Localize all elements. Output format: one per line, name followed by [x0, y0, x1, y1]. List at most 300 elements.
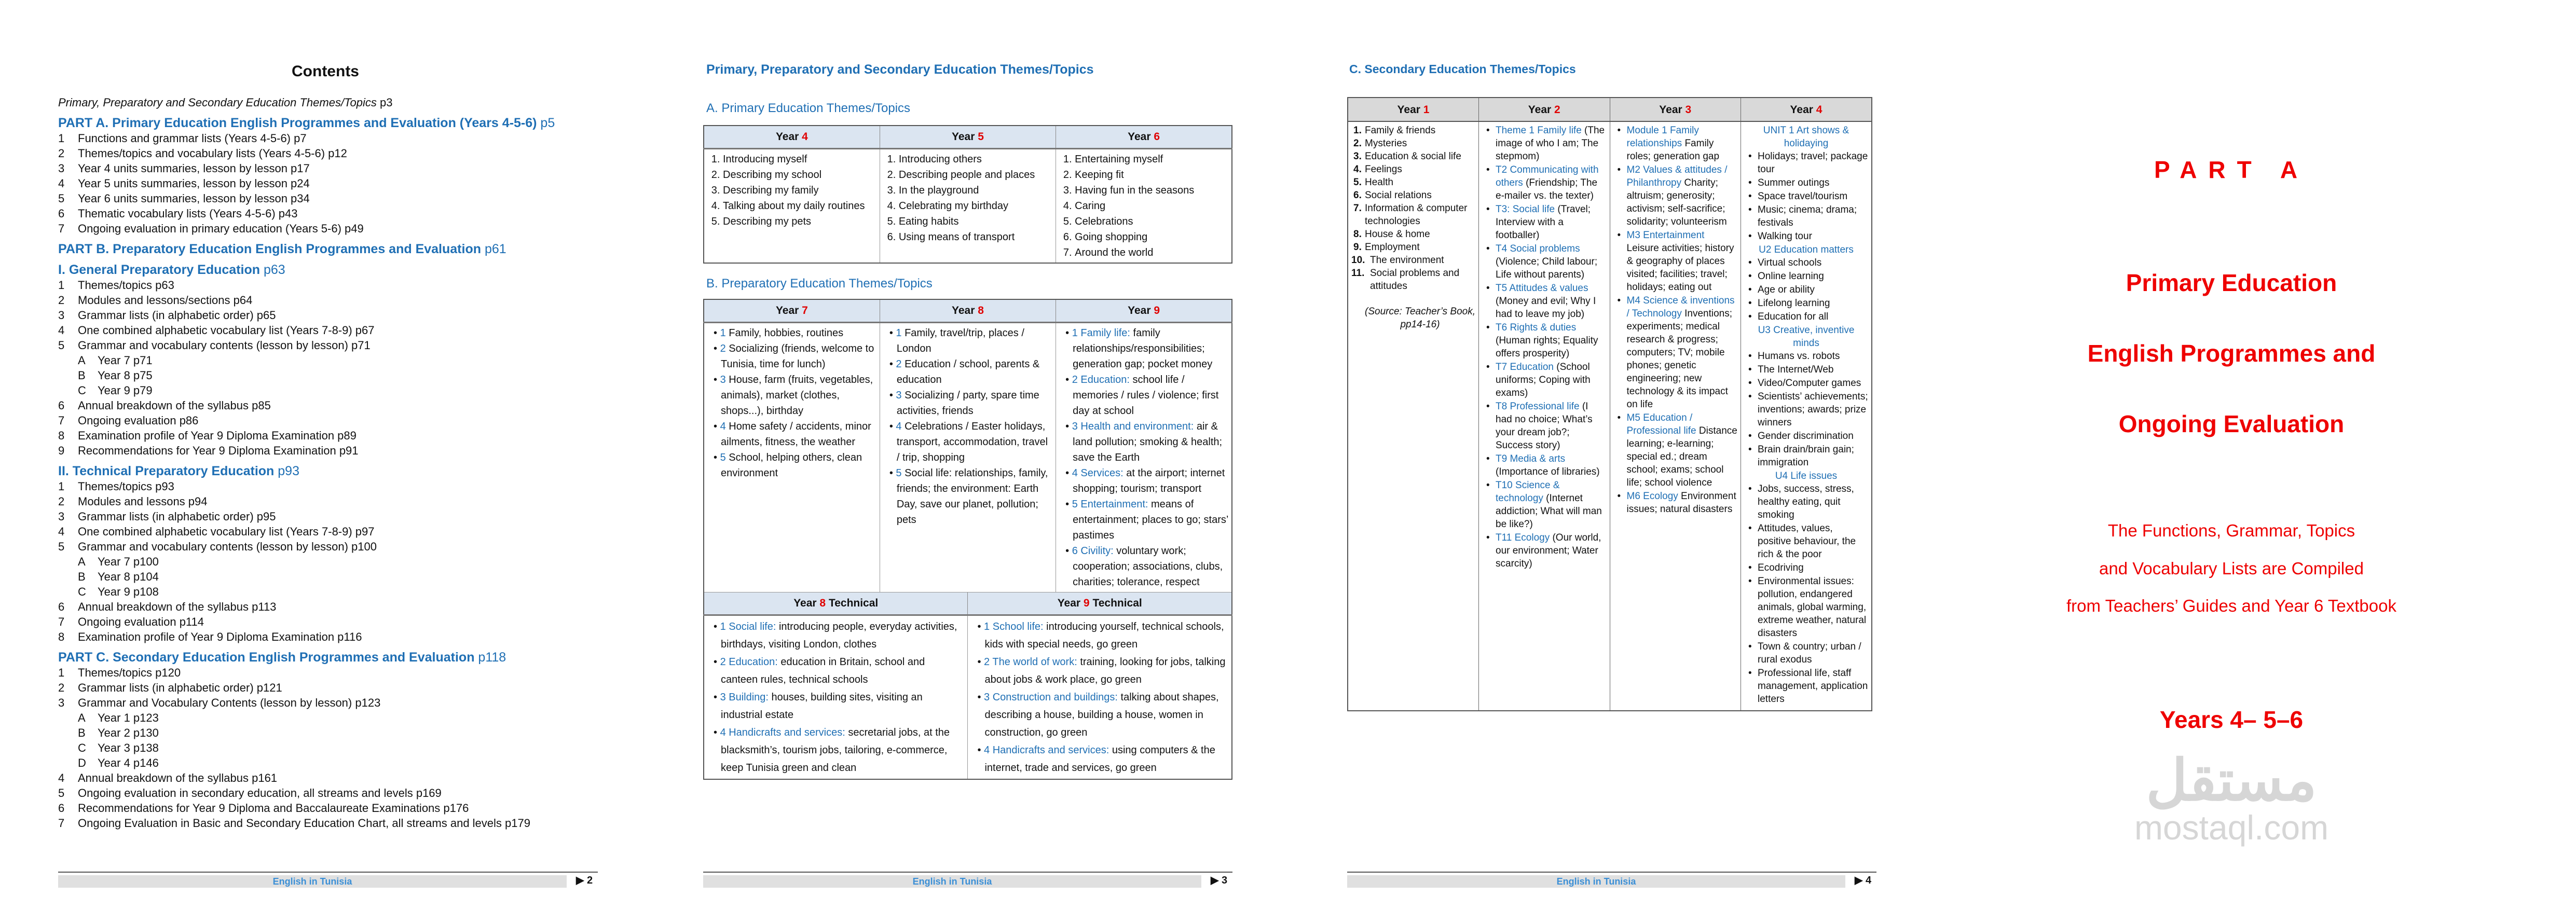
toc-item	[58, 398, 593, 413]
year3-cell	[1610, 121, 1741, 711]
item-number: 3	[58, 696, 65, 709]
topic-item: 2. Keeping fit	[1075, 167, 1228, 183]
part-page: p61	[481, 242, 506, 256]
topic-text: (School uniforms; Coping with exams)	[1496, 362, 1591, 398]
technical-year-cell	[968, 615, 1232, 780]
topic-label: 6 Civility:	[1072, 545, 1114, 557]
topic-label: M5 Education / Professional life	[1626, 412, 1696, 436]
topic-text: Social problems and attitudes	[1370, 268, 1460, 292]
toc-item	[58, 479, 593, 494]
header-row	[704, 126, 1232, 149]
toc-item	[58, 494, 593, 509]
topic-item	[1613, 411, 1738, 489]
footer-rule	[1347, 872, 1876, 873]
year-prefix: Year	[952, 305, 978, 316]
topic-item	[971, 741, 1228, 777]
topic-item	[1613, 229, 1738, 294]
item-text: Year 4 p146	[98, 756, 159, 769]
topic-label: 3 Building:	[720, 692, 769, 703]
item-text: Modules and lessons p94	[78, 495, 208, 508]
cover-title-line: Ongoing Evaluation	[2118, 410, 2345, 437]
header-row	[1348, 98, 1872, 121]
topic-item	[1482, 282, 1607, 321]
year-number: 8	[978, 305, 984, 316]
topic-label: M4 Science & inventions / Technology	[1626, 295, 1735, 319]
topic-item: • Music; cinema; drama; festivals	[1744, 203, 1868, 229]
topic-item: • Town & country; urban / rural exodus	[1744, 640, 1868, 666]
topic-item	[1351, 228, 1475, 241]
topic-item: • Humans vs. robots	[1744, 350, 1868, 363]
item-number: B	[78, 369, 86, 382]
item-number: 6	[58, 207, 65, 220]
item-text: Year 2 p130	[98, 726, 159, 739]
topic-label: 4	[720, 421, 726, 432]
topic-label: 4	[896, 421, 902, 432]
contents-title: Contents	[292, 63, 359, 80]
item-number: C	[78, 585, 86, 598]
topic-label: Module 1 Family relationships	[1626, 125, 1699, 149]
topic-item	[1351, 267, 1475, 293]
toc-item	[58, 353, 593, 368]
topic-text: Social relations	[1365, 190, 1432, 201]
topic-item: 1. Entertaining myself	[1075, 151, 1228, 167]
year4-cell	[1741, 121, 1872, 711]
topic-number: 10.	[1351, 255, 1365, 266]
toc-item	[58, 539, 593, 554]
topic-label: T9 Media & arts	[1496, 453, 1566, 464]
year-cell	[704, 149, 880, 264]
contents-list	[58, 115, 593, 831]
topic-item	[1482, 321, 1607, 360]
topic-text: using computers & the internet, trade and services, go green	[984, 744, 1215, 774]
toc-item	[58, 740, 593, 755]
item-text: Year 7 p71	[98, 354, 153, 367]
year2-cell	[1479, 121, 1610, 711]
topic-item: • Age or ability	[1744, 283, 1868, 296]
unit-heading: U4 Life issues	[1775, 471, 1838, 481]
topic-label: 3	[720, 374, 726, 385]
item-text: Year 6 units summaries, lesson by lesson p34	[78, 192, 310, 205]
item-text: Grammar and vocabulary contents (lesson by lesson) p100	[78, 540, 377, 553]
year-header	[1479, 98, 1610, 121]
topic-text: Family, travel/trip, places / London	[896, 327, 1024, 354]
topic-item: • The Internet/Web	[1744, 363, 1868, 376]
topic-text: Home safety / accidents, minor ailments, fitness, the weather	[721, 421, 871, 448]
toc-item	[58, 755, 593, 770]
topic-item	[1351, 202, 1475, 228]
toc-item	[58, 629, 593, 644]
year-number: 6	[1154, 131, 1160, 143]
topic-item	[971, 618, 1228, 653]
topic-text: voluntary work; cooperation; associations, clubs, charities; tolerance, respect	[1073, 545, 1223, 588]
year-number: 2	[1554, 103, 1560, 116]
topic-label: 2	[720, 343, 726, 354]
topic-item: • Gender discrimination	[1744, 430, 1868, 443]
topic-text: (I had no choice; What’s your dream job?; Success story)	[1496, 401, 1593, 451]
item-text: Ongoing evaluation p86	[78, 414, 199, 427]
topic-text: Family roles; generation gap	[1626, 138, 1720, 162]
topic-text: secretarial jobs, at the blacksmith’s, tourism jobs, tailoring, e-commerce, keep Tunisia green and clean	[721, 727, 950, 774]
topic-item	[1351, 150, 1475, 163]
topic-item	[883, 388, 1052, 419]
topic-item	[707, 325, 876, 341]
item-number: 5	[58, 540, 65, 553]
item-number: 4	[58, 324, 65, 337]
topic-item	[883, 465, 1052, 528]
item-text: Themes/topics p120	[78, 666, 181, 679]
topic-list	[707, 151, 876, 229]
topic-item: • Video/Computer games	[1744, 377, 1868, 390]
topic-item: • Space travel/tourism	[1744, 190, 1868, 203]
topic-text: (Violence; Child labour; Life without parents)	[1496, 256, 1598, 280]
item-number: 3	[58, 309, 65, 322]
item-text: Year 5 units summaries, lesson by lesson p24	[78, 177, 310, 190]
topic-label: 4 Services:	[1072, 467, 1123, 479]
page-number	[1211, 874, 1227, 887]
item-number: 2	[58, 495, 65, 508]
unit-heading: UNIT 1 Art shows & holidaying	[1763, 125, 1849, 149]
year-prefix: Year	[952, 131, 978, 143]
topic-item	[707, 688, 964, 724]
topic-label: 2 Education:	[1072, 374, 1130, 385]
topic-item: • Virtual schools	[1744, 256, 1868, 269]
topic-item	[1351, 241, 1475, 254]
item-text: Grammar lists (in alphabetic order) p95	[78, 510, 276, 523]
topic-text: talking about shapes, describing a house, building a house, women in construction, go green	[984, 692, 1219, 738]
topic-label: T10 Science & technology	[1496, 480, 1560, 504]
item-number: 6	[58, 802, 65, 815]
topic-text: (Money and evil; Why I had to leave my job)	[1496, 296, 1596, 320]
page-number-value: 4	[1865, 875, 1872, 886]
part-page: p93	[274, 464, 299, 478]
cover-subtitle-line: The Functions, Grammar, Topics	[2107, 521, 2355, 540]
topic-item: • Holidays; travel; package tour	[1744, 150, 1868, 176]
header-row	[704, 299, 1232, 323]
topic-item: • Jobs, success, stress, healthy eating, quit smoking	[1744, 482, 1868, 521]
topic-item	[1613, 490, 1738, 516]
year-header	[880, 299, 1056, 323]
topic-text: (The image of who I am; The stepmom)	[1496, 125, 1605, 162]
item-number: D	[78, 756, 86, 769]
year-suffix: Technical	[1089, 597, 1142, 609]
item-number: 3	[58, 162, 65, 175]
topic-label: 1 Family life:	[1072, 327, 1130, 339]
item-text: Thematic vocabulary lists (Years 4-5-6) p43	[78, 207, 298, 220]
body-row	[704, 149, 1232, 264]
year-prefix: Year	[1128, 305, 1154, 316]
item-number: 1	[58, 480, 65, 493]
topic-item: • Environmental issues: pollution, endangered animals, global warming, extreme weather, natural disasters	[1744, 575, 1868, 640]
item-text: Ongoing evaluation p114	[78, 615, 204, 628]
item-number: 2	[58, 294, 65, 307]
year-prefix: Year	[1128, 131, 1154, 143]
topic-label: 2	[896, 359, 902, 370]
item-number: 3	[58, 510, 65, 523]
year-header	[704, 126, 880, 149]
toc-item	[58, 206, 593, 221]
topic-label: 1 School life:	[984, 621, 1044, 632]
item-text: Annual breakdown of the syllabus p85	[78, 399, 271, 412]
topic-item	[707, 372, 876, 419]
topic-label: 2 The world of work:	[984, 656, 1077, 668]
primary-themes-table	[703, 125, 1232, 264]
topic-label: T4 Social problems	[1496, 243, 1580, 254]
topic-item	[971, 688, 1228, 741]
footer-rule	[703, 872, 1232, 873]
toc-item	[58, 176, 593, 191]
item-text: Year 3 p138	[98, 741, 159, 754]
item-text: Recommendations for Year 9 Diploma Examination p91	[78, 444, 359, 457]
item-number: 6	[58, 399, 65, 412]
topic-label: 5	[896, 467, 902, 479]
year-prefix: Year	[1057, 597, 1084, 609]
topic-label: M6 Ecology	[1626, 491, 1678, 502]
item-number: A	[78, 354, 86, 367]
topic-text: (Travel; Interview with a footballer)	[1496, 204, 1591, 241]
topic-text: Leisure activities; history & geography of places visited; facilities; travel; holidays; eating out	[1626, 243, 1734, 293]
toc-part-heading	[58, 463, 593, 479]
topic-item: • Online learning	[1744, 270, 1868, 283]
topic-label: 5 Entertainment:	[1072, 499, 1148, 510]
part-title: PART B. Preparatory Education English Programmes and Evaluation	[58, 242, 481, 256]
topic-item	[1059, 543, 1228, 590]
topic-label: T7 Education	[1496, 362, 1554, 373]
year-number: 9	[1154, 305, 1160, 316]
topic-list	[883, 151, 1052, 245]
topic-list	[707, 618, 964, 777]
cover-years: Years 4– 5–6	[2159, 706, 2304, 733]
item-number: B	[78, 570, 86, 583]
topic-text: (Internet addiction; What will man be like?)	[1496, 493, 1602, 530]
item-text: Modules and lessons/sections p64	[78, 294, 253, 307]
topic-text: family relationships/responsibilities; generation gap; pocket money	[1073, 327, 1213, 370]
topic-label: 1	[896, 327, 902, 339]
topic-list	[1059, 151, 1228, 260]
cover-title-line: Primary Education	[2126, 269, 2337, 296]
item-text: Examination profile of Year 9 Diploma Examination p116	[78, 630, 362, 643]
topic-item	[1059, 419, 1228, 465]
footer-brand: English in Tunisia	[703, 875, 1201, 888]
topic-number: 9.	[1353, 242, 1362, 253]
item-number: 7	[58, 222, 65, 235]
topic-item: • Lifelong learning	[1744, 297, 1868, 310]
year-number: 7	[802, 305, 808, 316]
item-number: 5	[58, 339, 65, 352]
arrow-right-icon: ▶	[576, 875, 587, 886]
topic-text: Distance learning; e-learning; special ed.; dream school; exams; school life; school violence	[1626, 425, 1737, 488]
toc-item	[58, 338, 593, 353]
item-number: 5	[58, 192, 65, 205]
topic-list	[707, 325, 876, 481]
year-cell	[880, 323, 1056, 592]
topic-item	[1482, 361, 1607, 399]
toc-item	[58, 710, 593, 725]
item-text: Examination profile of Year 9 Diploma Examination p89	[78, 429, 357, 442]
topic-item: 5. Eating habits	[899, 214, 1052, 229]
topic-text: Employment	[1365, 242, 1420, 253]
topic-number: 1.	[1353, 125, 1362, 136]
unit-topic-list	[1744, 482, 1868, 706]
topic-text: Mysteries	[1365, 138, 1407, 149]
body-row	[1348, 121, 1872, 711]
topic-text: The environment	[1370, 255, 1444, 266]
item-number: 7	[58, 817, 65, 830]
topic-item	[707, 419, 876, 450]
toc-item	[58, 524, 593, 539]
year-header	[1348, 98, 1479, 121]
toc-item	[58, 599, 593, 614]
topic-label: 1 Social life:	[720, 621, 776, 632]
topic-label: T5 Attitudes & values	[1496, 283, 1588, 294]
topic-item	[1351, 124, 1475, 137]
topic-item: 2. Describing people and places	[899, 167, 1052, 183]
topic-item	[1482, 452, 1607, 478]
year-header	[880, 126, 1056, 149]
toc-item	[58, 770, 593, 785]
topic-label: T3: Social life	[1496, 204, 1555, 215]
topic-text: Health	[1365, 177, 1393, 188]
themes-title: Primary, Preparatory and Secondary Education Themes/Topics	[706, 62, 1094, 77]
item-number: 6	[58, 600, 65, 613]
item-text: Year 1 p123	[98, 711, 159, 724]
item-text: Recommendations for Year 9 Diploma and Baccalaureate Examinations p176	[78, 802, 469, 815]
topic-label: 3	[896, 390, 902, 401]
item-number: 4	[58, 177, 65, 190]
item-number: 1	[58, 279, 65, 292]
topic-text: School, helping others, clean environment	[721, 452, 862, 479]
topic-item: • Attitudes, values, positive behaviour, the rich & the poor	[1744, 522, 1868, 561]
item-number: 4	[58, 771, 65, 784]
topic-item	[1351, 254, 1475, 267]
topic-label: 1	[720, 327, 726, 339]
topic-item	[707, 618, 964, 653]
topic-number: 3.	[1353, 151, 1362, 162]
topic-item	[883, 356, 1052, 388]
toc-item	[58, 413, 593, 428]
unit-topic-list	[1744, 350, 1868, 469]
topic-item	[1482, 163, 1607, 202]
year-prefix: Year	[793, 597, 820, 609]
toc-part-heading	[58, 262, 593, 278]
topic-label: 3 Construction and buildings:	[984, 692, 1118, 703]
item-text: Year 4 units summaries, lesson by lesson p17	[78, 162, 310, 175]
topic-text: Celebrations / Easter holidays, transport, accommodation, travel / trip, shopping	[896, 421, 1048, 463]
item-text: Annual breakdown of the syllabus p113	[78, 600, 277, 613]
year-prefix: Year	[1659, 103, 1686, 116]
year-cell	[1056, 323, 1232, 592]
item-number: 4	[58, 525, 65, 538]
year-prefix: Year	[775, 131, 802, 143]
topic-item: 3. In the playground	[899, 183, 1052, 198]
topic-number: 7.	[1353, 203, 1362, 214]
topic-item: • Summer outings	[1744, 176, 1868, 189]
item-number: 2	[58, 681, 65, 694]
technical-year-header	[968, 592, 1232, 615]
item-number: 5	[58, 787, 65, 799]
topic-label: T8 Professional life	[1496, 401, 1580, 412]
year-prefix: Year	[1528, 103, 1555, 116]
source-note: (Source: Teacher’s Book, pp14-16)	[1365, 306, 1475, 330]
unit-heading: U3 Creative, inventive minds	[1758, 325, 1855, 349]
watermark-latin: mostaql.com	[2134, 808, 2329, 847]
item-text: Ongoing evaluation in primary education (Years 5-6) p49	[78, 222, 364, 235]
topic-item: • Walking tour	[1744, 230, 1868, 243]
item-text: Year 8 p75	[98, 369, 153, 382]
preparatory-heading: B. Preparatory Education Themes/Topics	[706, 277, 933, 291]
year-number: 3	[1685, 103, 1692, 116]
topic-item	[1059, 372, 1228, 419]
year-prefix: Year	[1397, 103, 1423, 116]
topic-text: (Our world, our environment; Water scarcity)	[1496, 532, 1601, 569]
part-title: PART C. Secondary Education English Programmes and Evaluation	[58, 650, 475, 665]
toc-item	[58, 278, 593, 293]
topic-text: (Friendship; The e-mailer vs. the texter)	[1496, 177, 1598, 201]
technical-body-row	[704, 615, 1232, 780]
year-header	[1056, 126, 1232, 149]
preparatory-themes-table	[703, 299, 1232, 780]
topic-text: introducing people, everyday activities, birthdays, visiting London, clothes	[721, 621, 957, 650]
topic-item	[1059, 497, 1228, 543]
topic-item: 1. Introducing others	[899, 151, 1052, 167]
topic-item: • Ecodriving	[1744, 561, 1868, 574]
year-number: 4	[1816, 103, 1823, 116]
topic-number: 4.	[1353, 164, 1362, 175]
item-number: 8	[58, 630, 65, 643]
item-text: Themes/topics p63	[78, 279, 174, 292]
topic-list	[883, 325, 1052, 528]
secondary-heading: C. Secondary Education Themes/Topics	[1349, 62, 1576, 76]
topic-text: (Human rights; Equality offers prosperity)	[1496, 335, 1598, 359]
topic-label: T2 Communicating with others	[1496, 164, 1599, 188]
topic-label: M3 Entertainment	[1626, 230, 1705, 241]
item-text: One combined alphabetic vocabulary list (Years 7-8-9) p97	[78, 525, 375, 538]
topic-item	[1482, 479, 1607, 531]
item-text: Grammar and vocabulary contents (lesson by lesson) p71	[78, 339, 371, 352]
toc-item	[58, 665, 593, 680]
topic-item: 6. Going shopping	[1075, 229, 1228, 245]
topic-item	[971, 653, 1228, 688]
toc-item	[58, 695, 593, 710]
toc-item	[58, 509, 593, 524]
topic-label: T11 Ecology	[1496, 532, 1550, 543]
topic-item: 5. Describing my pets	[723, 214, 876, 229]
topic-label: 4 Handicrafts and services:	[984, 744, 1109, 756]
topic-label: M2 Values & attitudes / Philanthropy	[1626, 164, 1728, 188]
topic-item: 3. Having fun in the seasons	[1075, 183, 1228, 198]
topic-item	[707, 653, 964, 688]
topic-text: House, farm (fruits, vegetables, animals), market (clothes, shops...), birthday	[721, 374, 873, 417]
topic-label: 5	[720, 452, 726, 463]
item-number: 7	[58, 615, 65, 628]
toc-item	[58, 146, 593, 161]
year-number: 5	[978, 131, 984, 143]
page-number	[576, 874, 593, 887]
toc-item	[58, 161, 593, 176]
topic-text: Socializing (friends, welcome to Tunisia, time for lunch)	[721, 343, 874, 370]
topic-item: 5. Celebrations	[1075, 214, 1228, 229]
footer-brand: English in Tunisia	[1347, 875, 1845, 888]
toc-item	[58, 221, 593, 236]
item-text: Year 9 p108	[98, 585, 159, 598]
topic-item: 6. Using means of transport	[899, 229, 1052, 245]
topic-list	[971, 618, 1228, 777]
topic-text: school life / memories / rules / violence; first day at school	[1073, 374, 1219, 417]
topic-item	[1613, 294, 1738, 411]
topic-number: 2.	[1353, 138, 1362, 149]
toc-item	[58, 725, 593, 740]
item-text: Grammar lists (in alphabetic order) p121	[78, 681, 282, 694]
topic-item	[1482, 400, 1607, 452]
